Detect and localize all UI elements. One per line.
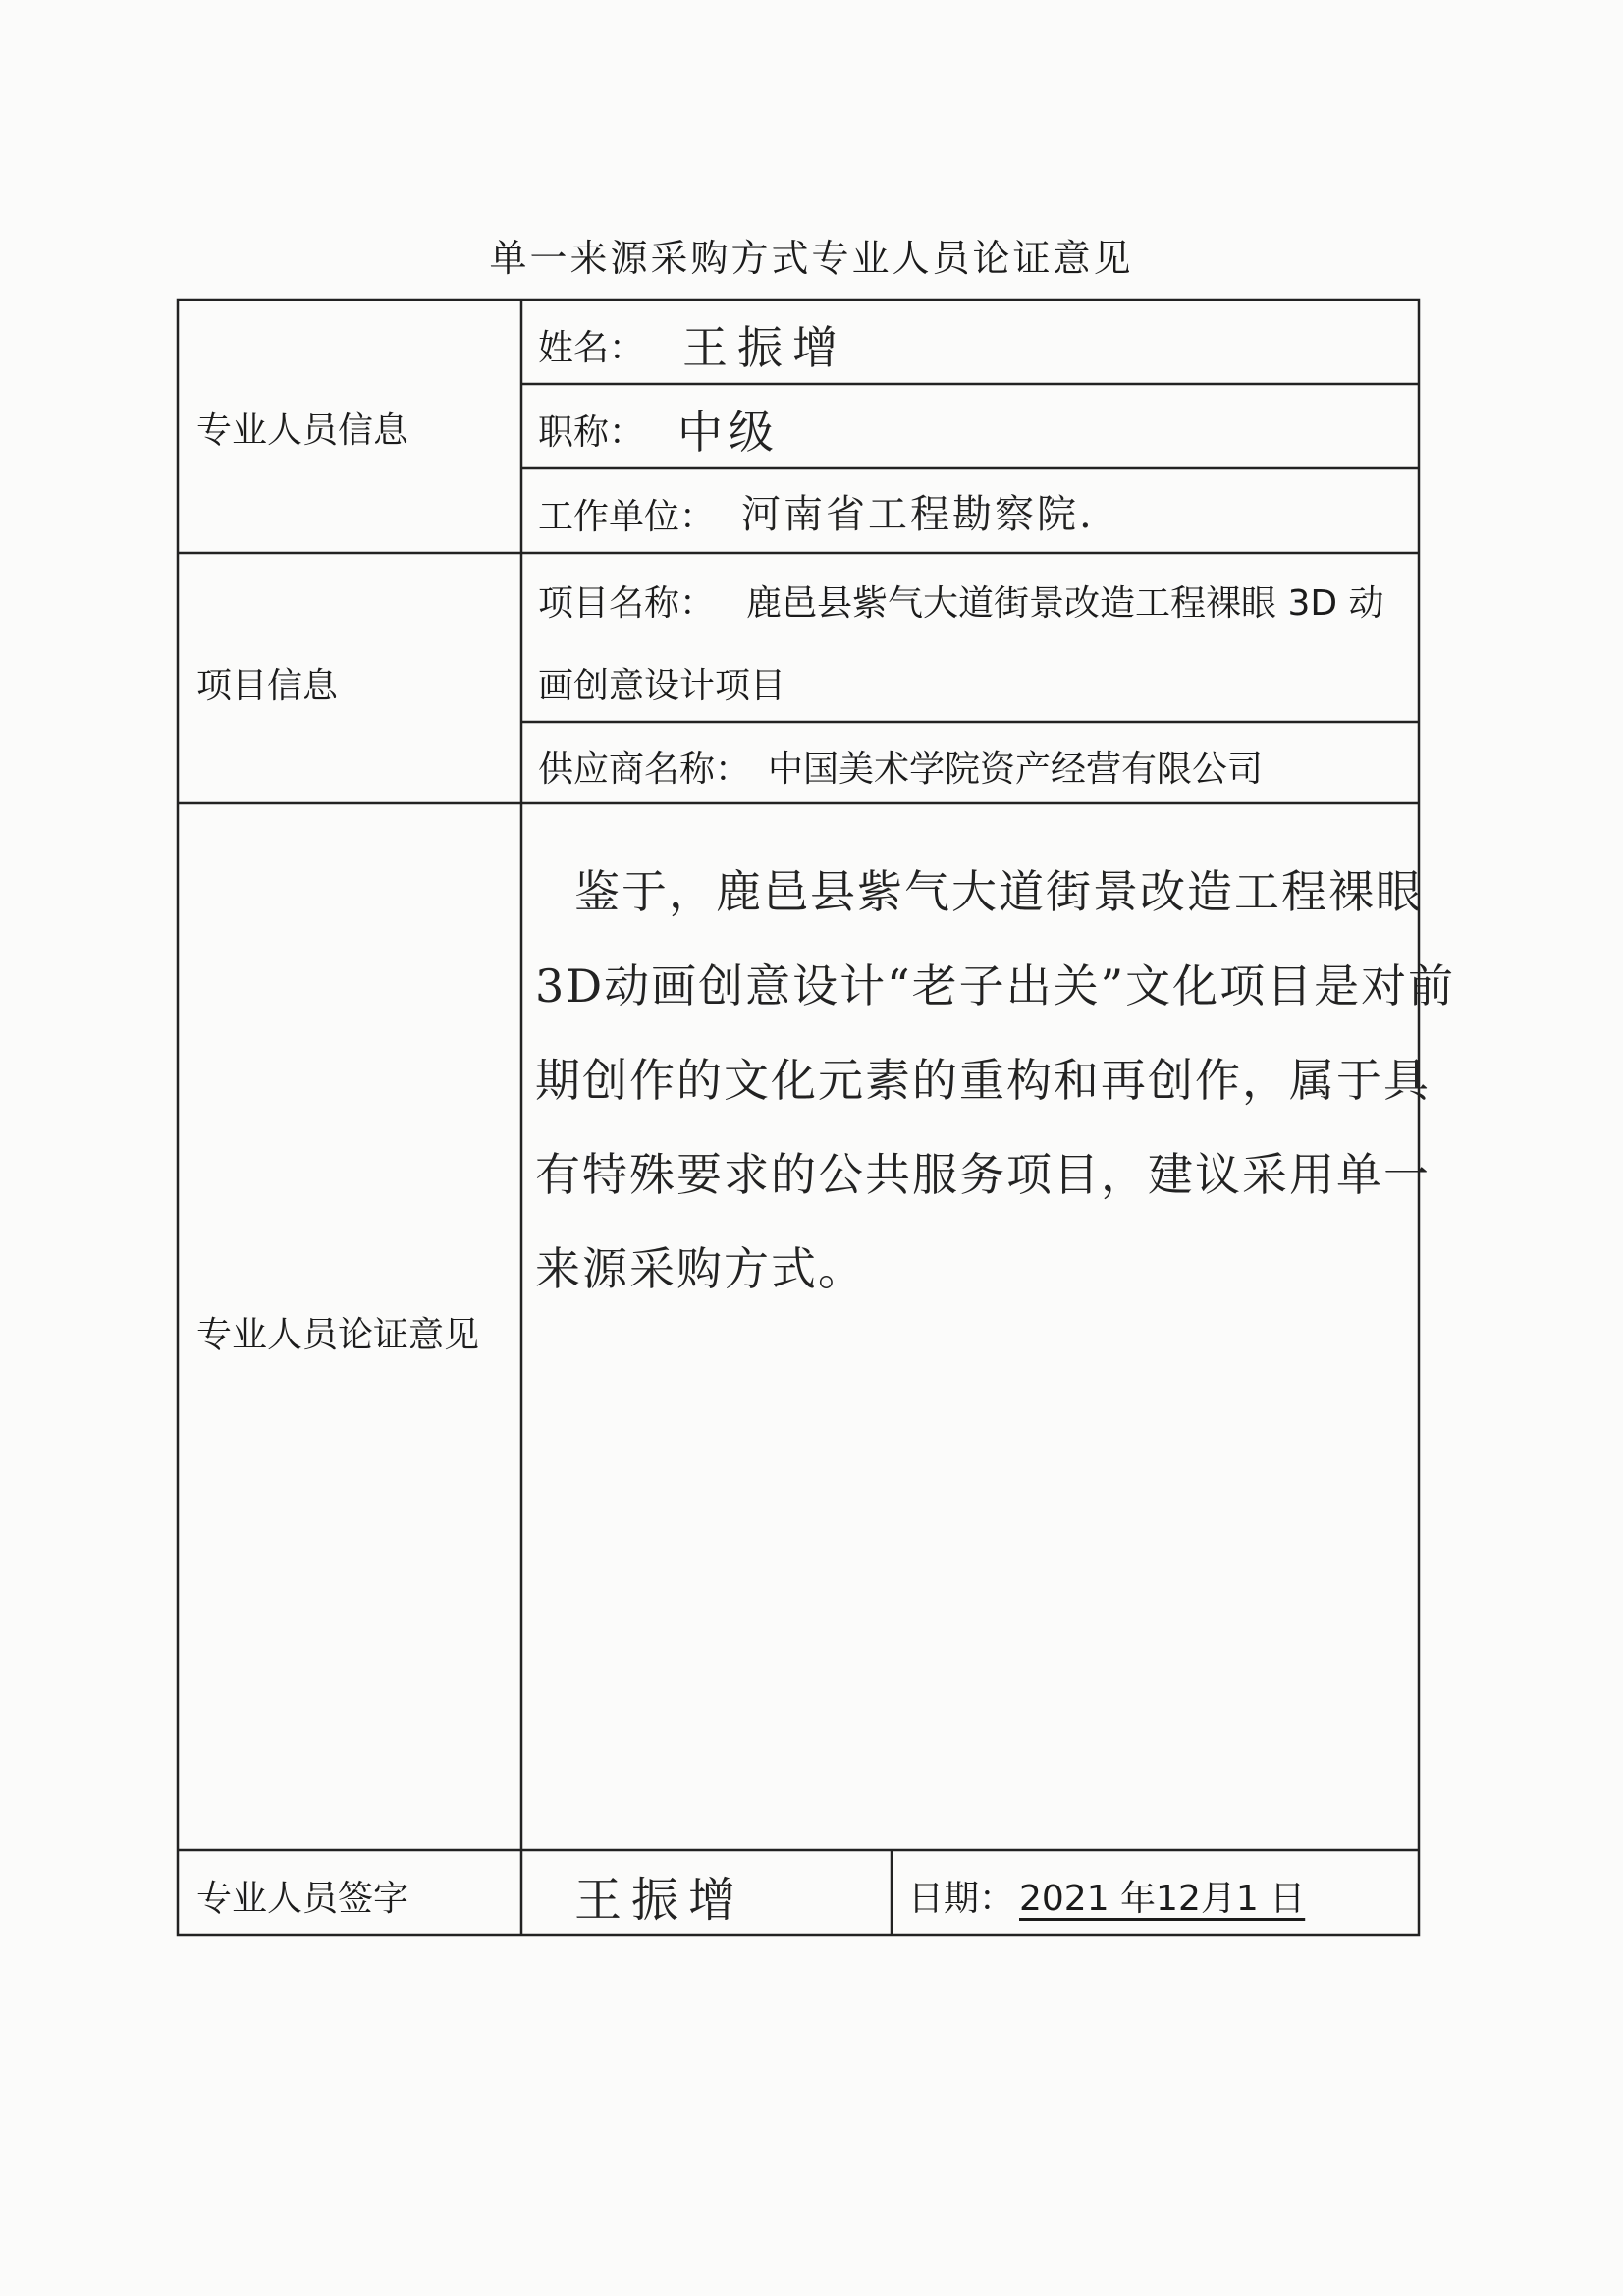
label-signature: 专业人员签字 [196, 1879, 409, 1919]
opinion-line: 3D动画创意设计“老子出关”文化项目是对前 [535, 959, 1456, 1012]
label-opinion: 专业人员论证意见 [196, 1315, 480, 1355]
project-name-line1: 鹿邑县紫气大道街景改造工程裸眼 3D 动 [746, 583, 1384, 624]
opinion-line: 有特殊要求的公共服务项目，建议采用单一 [535, 1148, 1431, 1201]
opinion-line: 期创作的文化元素的重构和再创作，属于具 [535, 1054, 1431, 1107]
title-value: 中级 [677, 406, 780, 459]
supplier-value: 中国美术学院资产经营有限公司 [768, 749, 1264, 790]
signature-value: 王振增 [574, 1873, 746, 1928]
document-title: 单一来源采购方式专业人员论证意见 [489, 237, 1134, 280]
project-name-line2: 画创意设计项目 [538, 666, 786, 706]
opinion-line: 来源采购方式。 [535, 1242, 865, 1295]
name-value: 王振增 [682, 321, 847, 374]
label-staff-info: 专业人员信息 [196, 410, 409, 451]
date-value: 2021 年12月1 日 [1019, 1879, 1306, 1919]
unit-value: 河南省工程勘察院. [741, 492, 1095, 537]
title-label: 职称： [538, 412, 645, 453]
label-project-info: 项目信息 [196, 666, 339, 706]
opinion-text [535, 845, 1456, 1316]
name-label: 姓名： [538, 328, 645, 368]
date-label: 日期： [908, 1879, 1015, 1919]
project-name-label: 项目名称： [538, 583, 716, 624]
supplier-label: 供应商名称： [538, 749, 751, 790]
unit-label: 工作单位： [538, 497, 716, 537]
opinion-line: 鉴于，鹿邑县紫气大道街景改造工程裸眼 [574, 865, 1423, 918]
